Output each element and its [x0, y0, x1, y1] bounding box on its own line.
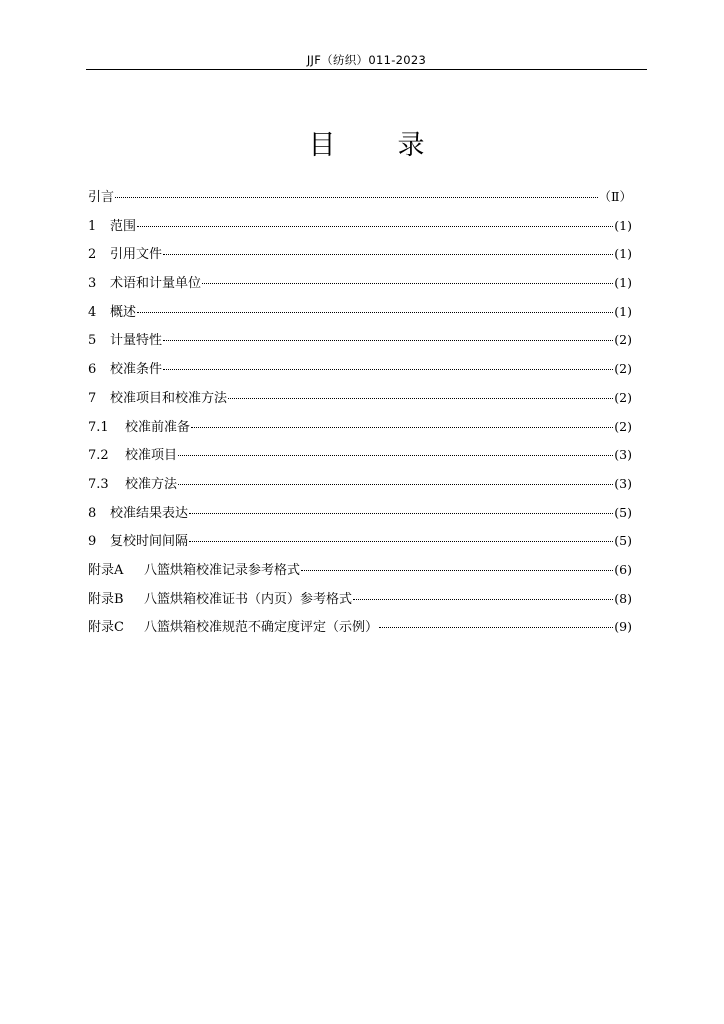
toc-entry-page: (2)	[614, 361, 632, 377]
toc-entry-page: (9)	[614, 619, 632, 635]
toc-dot-leader	[137, 226, 613, 227]
toc-dot-leader	[178, 484, 613, 485]
toc-entry[interactable]	[88, 329, 632, 358]
toc-entry[interactable]	[88, 243, 632, 272]
toc-dot-leader	[189, 541, 613, 542]
toc-entry-page: (5)	[614, 533, 632, 549]
toc-entry-title: 校准方法	[125, 476, 178, 492]
toc-dot-leader	[301, 570, 613, 571]
toc-entry[interactable]	[88, 186, 632, 215]
toc-entry-number: 3	[88, 276, 97, 292]
toc-entry[interactable]	[88, 502, 632, 531]
table-of-contents	[88, 186, 632, 645]
toc-dot-leader	[202, 283, 613, 284]
toc-entry-number: 4	[88, 304, 97, 320]
toc-entry-number: 8	[88, 505, 97, 521]
toc-entry-title: 引用文件	[110, 247, 163, 263]
toc-entry-number: 7	[88, 390, 97, 406]
toc-entry-number: 9	[88, 534, 97, 550]
running-header: JJF（纺织）011-2023	[306, 53, 427, 67]
toc-entry-title: 八篮烘箱校准规范不确定度评定（示例）	[144, 620, 379, 636]
toc-entry-page: (1)	[614, 275, 632, 291]
toc-dot-leader	[163, 369, 613, 370]
toc-dot-leader	[228, 398, 613, 399]
toc-entry-title: 概述	[110, 304, 137, 320]
toc-entry-number: 附录B	[88, 591, 124, 607]
toc-entry-page: (2)	[614, 389, 632, 405]
toc-dot-leader	[163, 254, 613, 255]
toc-entry-number: 1	[88, 218, 97, 234]
toc-entry-title: 术语和计量单位	[110, 276, 202, 292]
toc-entry-title: 计量特性	[110, 333, 163, 349]
toc-entry-page: (5)	[614, 504, 632, 520]
toc-dot-leader	[163, 340, 613, 341]
toc-entry-title: 引言	[88, 190, 115, 205]
toc-entry-number: 6	[88, 362, 97, 378]
toc-dot-leader	[191, 427, 613, 428]
toc-entry-title: 复校时间间隔	[110, 534, 189, 550]
toc-entry[interactable]	[88, 272, 632, 301]
toc-entry[interactable]	[88, 588, 632, 617]
toc-entry[interactable]	[88, 387, 632, 416]
toc-entry-number: 7.3	[88, 476, 109, 492]
toc-entry-page: (1)	[614, 303, 632, 319]
toc-entry-title: 校准结果表达	[110, 505, 189, 521]
toc-entry-title: 八篮烘箱校准证书（内页）参考格式	[144, 591, 353, 607]
toc-entry-title: 八篮烘箱校准记录参考格式	[144, 562, 301, 578]
toc-entry-number: 7.1	[88, 419, 109, 435]
page-title-char-1: 目	[308, 130, 336, 161]
toc-entry-number: 2	[88, 247, 97, 263]
toc-dot-leader	[379, 627, 613, 628]
toc-entry[interactable]	[88, 559, 632, 588]
toc-entry-page: (3)	[614, 447, 632, 463]
toc-entry-title: 范围	[110, 218, 137, 234]
toc-entry-page: (2)	[614, 418, 632, 434]
toc-entry-page: (1)	[614, 246, 632, 262]
toc-entry-number: 7.2	[88, 448, 109, 464]
toc-dot-leader	[178, 455, 613, 456]
toc-dot-leader	[115, 197, 597, 198]
toc-entry[interactable]	[88, 215, 632, 244]
toc-dot-leader	[189, 513, 613, 514]
toc-dot-leader	[137, 312, 613, 313]
toc-entry-number: 附录A	[88, 562, 124, 578]
header-rule	[86, 69, 647, 70]
toc-entry[interactable]	[88, 301, 632, 330]
toc-entry[interactable]	[88, 473, 632, 502]
toc-entry[interactable]	[88, 530, 632, 559]
page-title-char-2: 录	[397, 130, 425, 161]
toc-entry-page: (8)	[614, 590, 632, 606]
toc-entry-page: (1)	[614, 217, 632, 233]
toc-entry-title: 校准项目和校准方法	[110, 390, 228, 406]
toc-entry-title: 校准项目	[125, 448, 178, 464]
toc-entry[interactable]	[88, 616, 632, 645]
toc-entry-title: 校准前准备	[125, 419, 191, 435]
toc-entry-page: (2)	[614, 332, 632, 348]
toc-entry-page: （Ⅱ）	[598, 189, 632, 204]
toc-entry[interactable]	[88, 358, 632, 387]
toc-dot-leader	[353, 599, 613, 600]
toc-entry-number: 附录C	[88, 620, 124, 636]
toc-entry[interactable]	[88, 416, 632, 445]
toc-entry-page: (3)	[614, 475, 632, 491]
toc-entry[interactable]	[88, 444, 632, 473]
page-title	[86, 128, 647, 164]
toc-entry-number: 5	[88, 333, 97, 349]
toc-entry-title: 校准条件	[110, 362, 163, 378]
toc-entry-page: (6)	[614, 561, 632, 577]
